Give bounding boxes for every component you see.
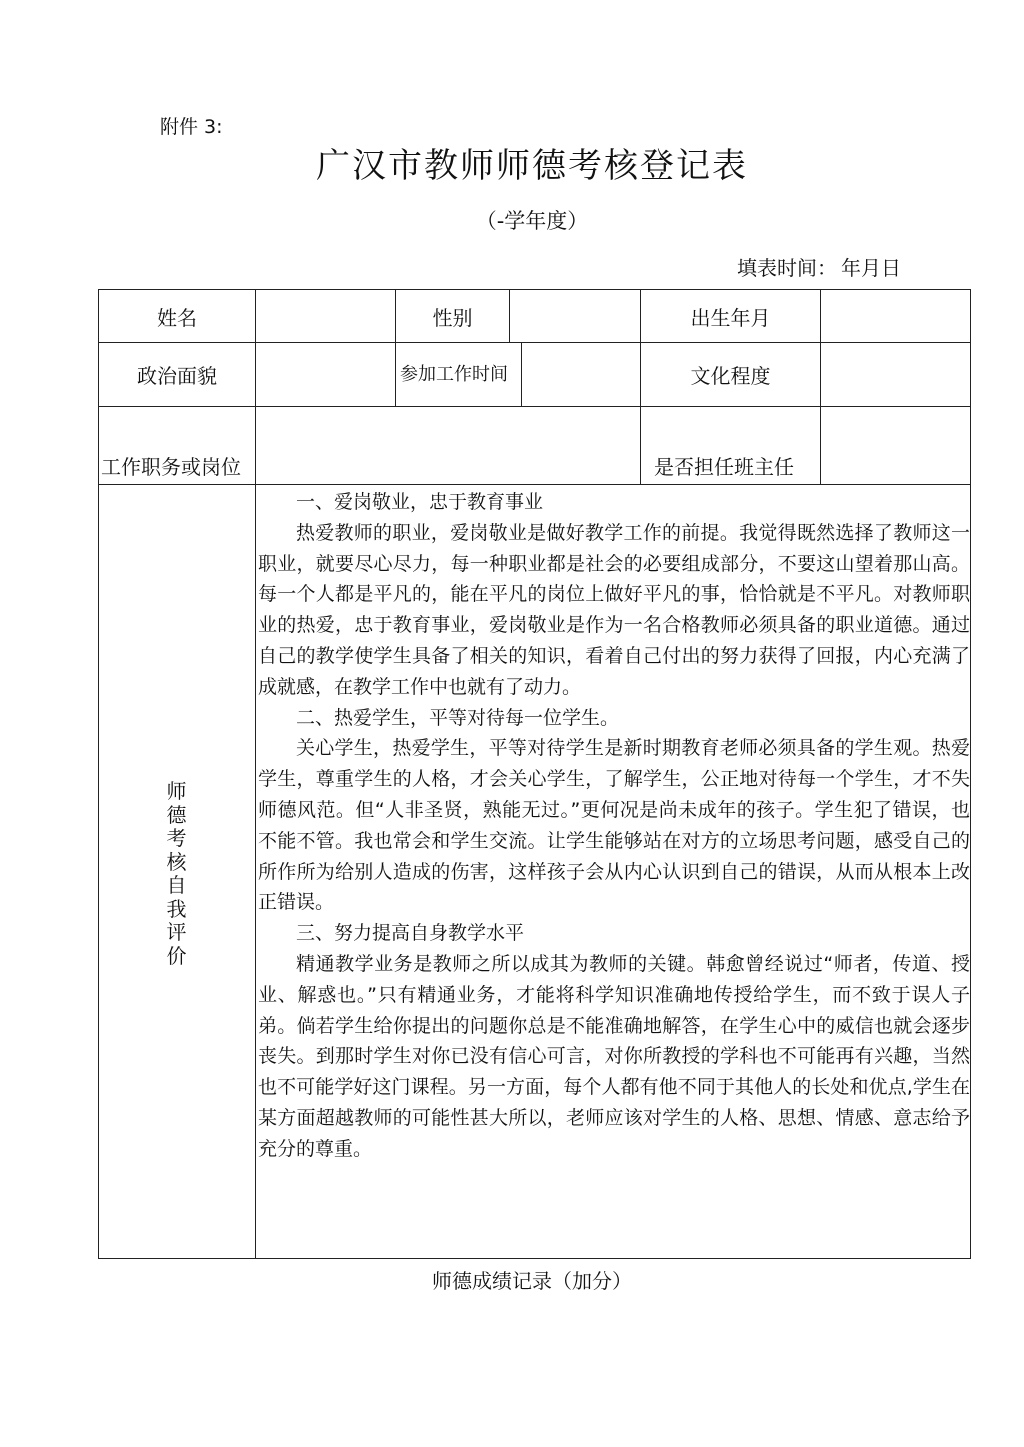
academic-year-subtitle: （-学年度） <box>475 209 589 233</box>
self-evaluation-content <box>258 487 970 1165</box>
position-field[interactable] <box>256 407 640 484</box>
self-evaluation-label-char: 价 <box>166 943 187 968</box>
evaluation-heading: 三、努力提高自身教学水平 <box>296 922 525 945</box>
name-field[interactable] <box>256 290 395 342</box>
fill-date-value: 年月日 <box>841 256 901 280</box>
birth-date-label: 出生年月 <box>690 305 771 330</box>
gender-field[interactable] <box>510 290 640 342</box>
evaluation-heading: 二、热爱学生，平等对待每一位学生。 <box>296 706 620 729</box>
gender-label: 性别 <box>432 305 473 330</box>
work-start-label: 参加工作时间 <box>400 363 508 385</box>
political-status-field[interactable] <box>256 343 395 406</box>
record-title: 师德成绩记录（加分） <box>432 1269 632 1293</box>
education-field[interactable] <box>821 343 970 406</box>
evaluation-paragraph: 关心学生，热爱学生，平等对待学生是新时期教育老师必须具备的学生观。热爱学生，尊重学生的人格，才会关心学生，了解学生，公正地对待每一个学生，才不失师德风范。但“人非圣贤，熟能无过。”更何况是尚未成年的孩子。学生犯了错误，也不能不管。我也常会和学生交流。让学生能够站在对方的立场思考问题，感受自己的所作所为给别人造成的伤害，这样孩子会从内心认识到自己的错误，从而从根本上改正错误。 <box>258 737 970 914</box>
head-teacher-label: 是否担任班主任 <box>654 455 794 479</box>
attachment-number: 附件 3: <box>160 116 223 138</box>
form-title: 广汉市教师师德考核登记表 <box>316 146 748 186</box>
self-evaluation-label <box>98 780 255 968</box>
position-label: 工作职务或岗位 <box>101 455 241 479</box>
self-evaluation-label-char: 我 <box>166 896 187 921</box>
head-teacher-field[interactable] <box>821 407 970 484</box>
political-status-label: 政治面貌 <box>137 364 217 388</box>
evaluation-paragraph: 精通教学业务是教师之所以成其为教师的关键。韩愈曾经说过“师者，传道、授业、解惑也。”只有精通业务，才能将科学知识准确地传授给学生，而不致于误人子弟。倘若学生给你提出的问题你总是不能准确地解答，在学生心中的威信也就会逐步丧失。到那时学生对你已没有信心可言，对你所教授的学科也不可能再有兴趣，当然也不可能学好这门课程。另一方面，每个人都有他不同于其他人的长处和优点,学生在某方面超越教师的可能性甚大所以，老师应该对学生的人格、思想、情感、意志给予充分的尊重。 <box>258 952 970 1160</box>
work-start-field[interactable] <box>522 343 640 406</box>
self-evaluation-label-char: 核 <box>166 849 187 874</box>
birth-date-field[interactable] <box>821 290 970 342</box>
fill-date <box>737 252 905 281</box>
self-evaluation-label-char: 自 <box>166 873 187 897</box>
evaluation-heading: 一、爱岗敬业，忠于教育事业 <box>296 491 544 513</box>
self-evaluation-label-char: 师 <box>166 779 187 803</box>
evaluation-paragraph: 热爱教师的职业，爱岗敬业是做好教学工作的前提。我觉得既然选择了教师这一职业，就要尽心尽力，每一种职业都是社会的必要组成部分，不要这山望着那山高。每一个人都是平凡的，能在平凡的岗位上做好平凡的事，恰恰就是不平凡。对教师职业的热爱，忠于教育事业，爱岗敬业是作为一名合格教师必须具备的职业道德。通过自己的教学使学生具备了相关的知识，看着自己付出的努力获得了回报，内心充满了成就感，在教学工作中也就有了动力。 <box>258 521 970 698</box>
self-evaluation-label-char: 评 <box>166 920 187 944</box>
name-label: 姓名 <box>157 305 197 330</box>
self-evaluation-label-char: 德 <box>166 802 187 827</box>
self-evaluation-label-char: 考 <box>166 826 187 850</box>
education-label: 文化程度 <box>690 364 771 388</box>
fill-date-label: 填表时间： <box>737 256 837 280</box>
